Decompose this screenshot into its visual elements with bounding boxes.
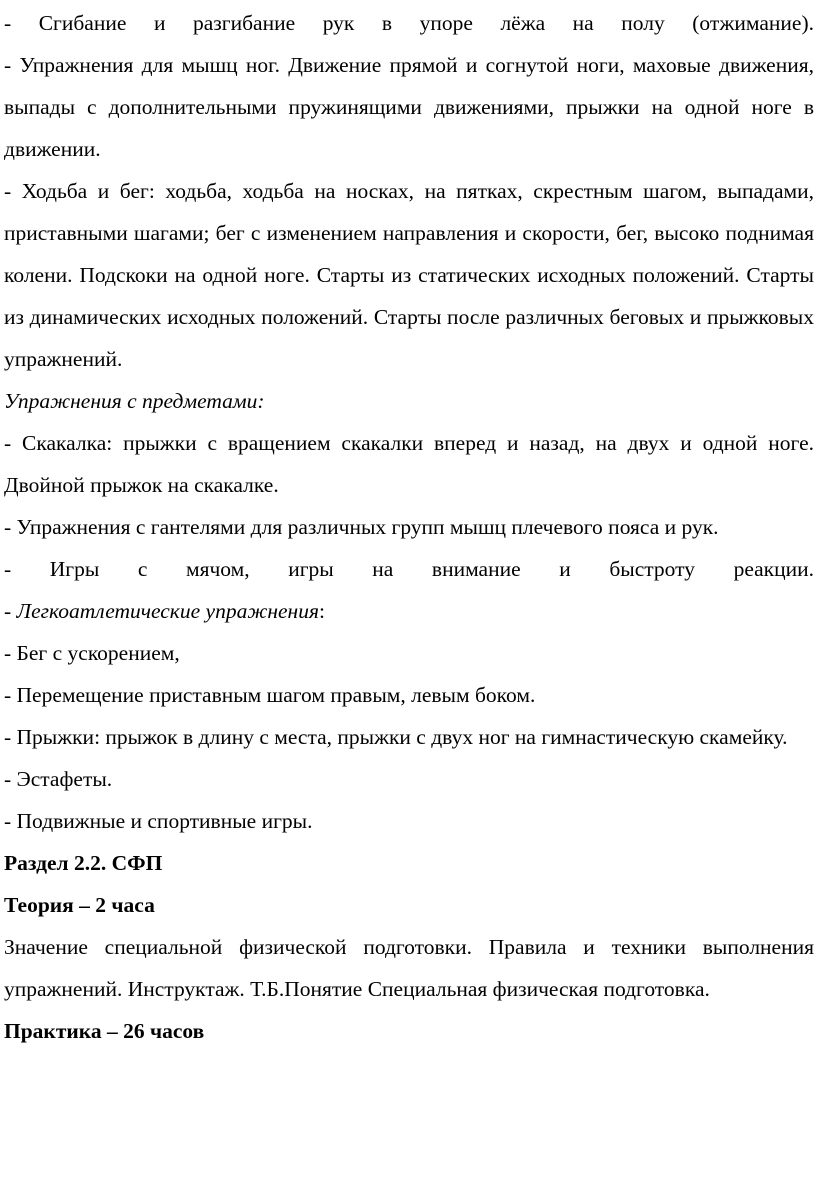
paragraph-side-step: - Перемещение приставным шагом правым, левым боком. <box>4 683 536 707</box>
document-page <box>4 2 814 1052</box>
paragraph-relays: - Эстафеты. <box>4 767 113 791</box>
paragraph-walking-running: - Ходьба и бег: ходьба, ходьба на носках, на пятках, скрестным шагом, выпадами, приставными шагами; бег с изменением направления и скорости, бег, высоко поднимая колени. Подскоки на одной ноге. Старты из статических исходных положений. Старты из динамических исходных положений. Старты после различных беговых и прыжковых упражнений. <box>4 179 814 371</box>
theory-heading: Теория – 2 часа <box>4 893 155 917</box>
paragraph-athletics <box>4 590 814 632</box>
section-heading: Раздел 2.2. СФП <box>4 851 163 875</box>
paragraph-acceleration-run: - Бег с ускорением, <box>4 641 180 665</box>
practice-heading: Практика – 26 часов <box>4 1019 205 1043</box>
paragraph-ball-games: - Игры с мячом, игры на внимание и быстроту реакции. <box>4 557 814 581</box>
paragraph-leg-exercises: - Упражнения для мышц ног. Движение прямой и согнутой ноги, маховые движения, выпады с дополнительными пружинящими движениями, прыжки на одной ноге в движении. <box>4 53 814 161</box>
subheading-exercises-with-objects: Упражнения с предметами: <box>4 389 265 413</box>
athletics-label: Легкоатлетические упражнения <box>16 599 319 623</box>
paragraph-jumps: - Прыжки: прыжок в длину с места, прыжки с двух ног на гимнастическую скамейку. <box>4 725 788 749</box>
athletics-dash: - <box>4 599 17 623</box>
paragraph-theory: Значение специальной физической подготовки. Правила и техники выполнения упражнений. Инструктаж. Т.Б.Понятие Специальная физическая подготовка. <box>4 935 814 1001</box>
athletics-colon: : <box>318 599 325 623</box>
paragraph-jump-rope: - Скакалка: прыжки с вращением скакалки вперед и назад, на двух и одной ноге. Двойной прыжок на скакалке. <box>4 431 814 497</box>
paragraph-dumbbells: - Упражнения с гантелями для различных групп мышц плечевого пояса и рук. <box>4 515 719 539</box>
paragraph-pushups: - Сгибание и разгибание рук в упоре лёжа на полу (отжимание). <box>4 11 814 35</box>
paragraph-games: - Подвижные и спортивные игры. <box>4 809 313 833</box>
